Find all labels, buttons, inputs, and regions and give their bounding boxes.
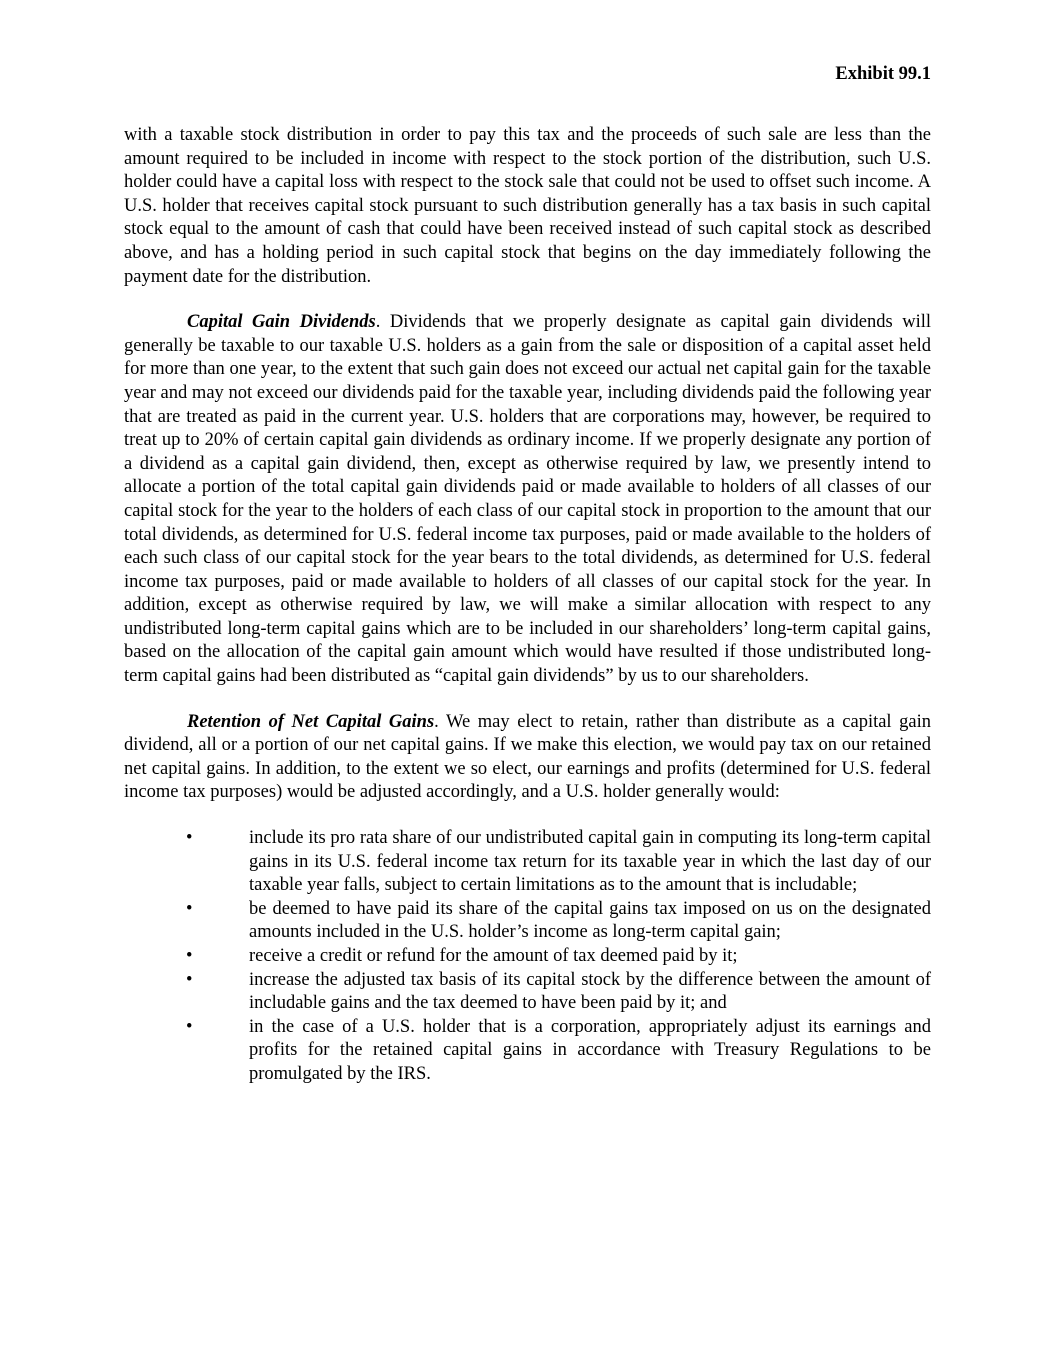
list-item-text: in the case of a U.S. holder that is a corporation, appropriately adjust its earnings and profits for the retained capital gains in accordance with Treasury Regulations to be promulgated by the IRS. [249, 1016, 931, 1084]
paragraph-body: . Dividends that we properly designate as capital gain dividends will generally be taxable to our taxable U.S. holders as a gain from the sale or disposition of a capital asset held for more than one year, to the extent that such gain does not exceed our actual net capital gain for the taxable year and may not exceed our dividends paid for the taxable year, including dividends paid the following year that are treated as paid in the current year. U.S. holders that are corporations may, however, be required to treat up to 20% of certain capital gain dividends as ordinary income. If we properly designate any portion of a dividend as a capital gain dividend, then, except as otherwise required by law, we presently intend to allocate a portion of the total capital gain dividends paid or made available to holders of all classes of our capital stock for the year to the holders of each class of our capital stock in proportion to the amount that our total dividends, as determined for U.S. federal income tax purposes, paid or made available to the holders of each such class of our capital stock for the year bears to the total dividends, as determined for U.S. federal income tax purposes, paid or made available to holders of all classes of our capital stock for the year. In addition, except as otherwise required by law, we will make a similar allocation with respect to any undistributed long-term capital gains which are to be included in our shareholders’ long-term capital gains, based on the allocation of the capital gain amount which would have resulted if those undistributed long-term capital gains had been distributed as “capital gain dividends” by us to our shareholders. [124, 312, 931, 687]
list-item [124, 969, 931, 1016]
bullet-list [124, 827, 931, 1087]
list-item [124, 945, 931, 969]
list-item-text: receive a credit or refund for the amount of tax deemed paid by it; [249, 946, 738, 966]
list-item [124, 1016, 931, 1087]
section-heading-capital-gain-dividends: Capital Gain Dividends [187, 312, 376, 333]
paragraph-body: . We may elect to retain, rather than distribute as a capital gain dividend, all or a portion of our net capital gains. If we make this election, we would pay tax on our retained net capital gains. In addition, to the extent we so elect, our earnings and profits (determined for U.S. federal income tax purposes) would be adjusted accordingly, and a U.S. holder generally would: [124, 711, 931, 803]
list-item [124, 827, 931, 898]
paragraph-capital-gain-dividends [124, 311, 931, 689]
paragraph-taxable-stock-distribution: with a taxable stock distribution in order to pay this tax and the proceeds of such sale are less than the amount required to be included in income with respect to the stock portion of the distribution, such U.S. holder could have a capital loss with respect to the stock sale that could not be used to offset such income. A U.S. holder that receives capital stock pursuant to such distribution generally has a tax basis in such capital stock equal to the amount of cash that could have been received instead of such capital stock as described above, and has a holding period in such capital stock that begins on the day immediately following the payment date for the distribution. [124, 125, 931, 287]
list-item-text: increase the adjusted tax basis of its capital stock by the difference between the amount of includable gains and the tax deemed to have been paid by it; and [249, 969, 931, 1014]
exhibit-label: Exhibit 99.1 [835, 64, 931, 84]
list-item [124, 898, 931, 945]
paragraph-retention-of-net-capital-gains [124, 711, 931, 805]
bullet-icon: • [186, 1016, 193, 1037]
bullet-icon: • [186, 828, 193, 849]
bullet-icon: • [186, 898, 193, 919]
list-item-text: be deemed to have paid its share of the capital gains tax imposed on us on the designated amounts included in the U.S. holder’s income as long-term capital gain; [249, 898, 931, 943]
section-heading-retention-of-net-capital-gains: Retention of Net Capital Gains [187, 711, 435, 732]
document-body [124, 124, 931, 1087]
bullet-icon: • [186, 969, 193, 990]
bullet-icon: • [186, 946, 193, 966]
list-item-text: include its pro rata share of our undistributed capital gain in computing its long-term capital gains in its U.S. federal income tax return for its taxable year in which the last day of our taxable year falls, subject to certain limitations as to the amount that is includable; [249, 828, 931, 896]
